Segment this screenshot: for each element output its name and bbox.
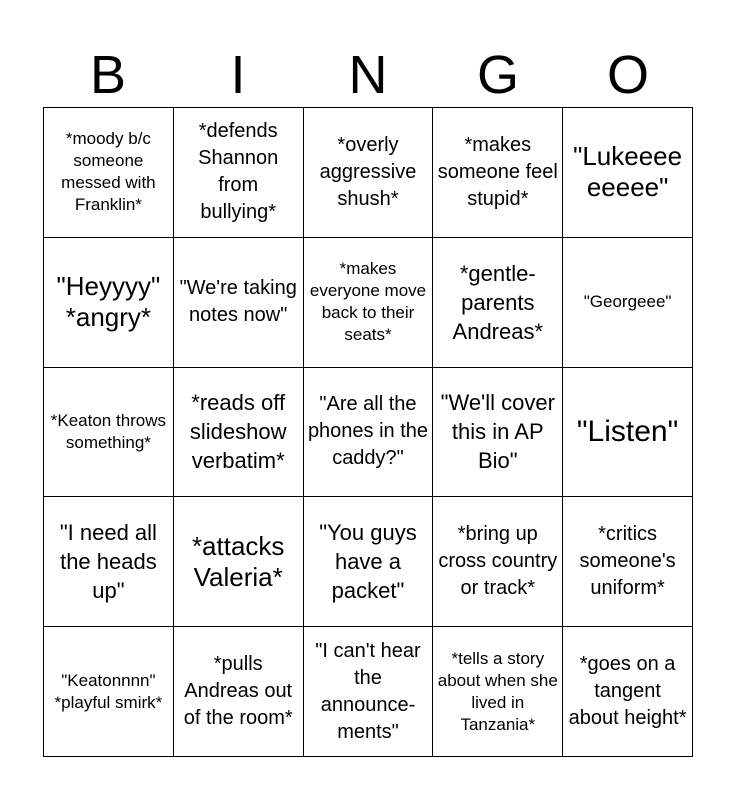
header-letter-b: B	[89, 45, 127, 105]
bingo-cell-text: "You guys have a packet"	[319, 520, 417, 604]
bingo-cell[interactable]	[433, 368, 563, 498]
bingo-cell[interactable]	[433, 238, 563, 368]
bingo-cell[interactable]	[44, 627, 174, 757]
bingo-cell[interactable]	[433, 627, 563, 757]
bingo-cell-text: "Keatonnnn" *playful smirk*	[54, 670, 163, 712]
bingo-cell[interactable]	[304, 108, 434, 238]
bingo-cell[interactable]	[174, 238, 304, 368]
bingo-cell-text: *goes on a tangent about height*	[568, 653, 687, 730]
bingo-cell[interactable]	[174, 497, 304, 627]
header-letter-g: G	[476, 45, 519, 105]
bingo-cell-text: *gentle-parents Andreas*	[452, 260, 544, 344]
header-letter-n: N	[348, 45, 388, 105]
bingo-cell-text: "Listen"	[576, 414, 679, 448]
bingo-cell-text: "Lukeeee eeeee"	[573, 141, 683, 203]
bingo-cell-text: "Georgeee"	[583, 292, 672, 312]
bingo-cell[interactable]	[563, 108, 693, 238]
bingo-cell-text: *bring up cross country or track*	[438, 523, 558, 600]
bingo-cell-text: *moody b/c someone messed with Franklin*	[61, 129, 156, 215]
bingo-cell[interactable]	[174, 368, 304, 498]
bingo-cell[interactable]	[44, 497, 174, 627]
bingo-cell[interactable]	[563, 368, 693, 498]
bingo-cell-text: *critics someone's uniform*	[579, 523, 676, 600]
bingo-cell[interactable]	[563, 238, 693, 368]
bingo-cell[interactable]	[44, 238, 174, 368]
bingo-card-grid	[43, 107, 693, 757]
bingo-cell[interactable]	[433, 108, 563, 238]
bingo-cell[interactable]	[304, 627, 434, 757]
header-letter-i: I	[230, 45, 246, 105]
bingo-cell[interactable]	[304, 497, 434, 627]
bingo-cell-text: "Are all the phones in the caddy?"	[307, 393, 429, 470]
bingo-cell-text: "We'll cover this in AP Bio"	[440, 390, 555, 474]
bingo-cell-text: *Keaton throws something*	[50, 410, 167, 452]
bingo-cell[interactable]	[174, 627, 304, 757]
bingo-cell-text: *overly aggressive shush*	[319, 133, 417, 210]
bingo-cell[interactable]	[44, 108, 174, 238]
bingo-cell-text: *pulls Andreas out of the room*	[183, 653, 293, 730]
bingo-cell[interactable]	[304, 238, 434, 368]
bingo-cell-text: *makes everyone move back to their seats*	[309, 259, 427, 345]
bingo-cell-text: "We're taking notes now"	[179, 277, 297, 327]
bingo-cell-text: *attacks Valeria*	[191, 530, 285, 592]
bingo-cell-text: *tells a story about when she lived in Tanzania*	[437, 648, 558, 734]
bingo-cell[interactable]	[563, 497, 693, 627]
bingo-cell-text: *defends Shannon from bullying*	[198, 120, 279, 224]
bingo-cell[interactable]	[174, 108, 304, 238]
bingo-cell-text: "I can't hear the announce-ments"	[315, 639, 421, 743]
bingo-cell-text: "Heyyyy" *angry*	[56, 271, 161, 333]
bingo-cell[interactable]	[44, 368, 174, 498]
header-letter-o: O	[606, 45, 649, 105]
bingo-cell-text: *reads off slideshow verbatim*	[189, 390, 287, 474]
bingo-cell[interactable]	[433, 497, 563, 627]
bingo-cell-text: "I need all the heads up"	[59, 520, 157, 604]
bingo-header	[43, 44, 693, 106]
bingo-cell-text: *makes someone feel stupid*	[437, 133, 558, 210]
bingo-cell[interactable]	[304, 368, 434, 498]
bingo-cell[interactable]	[563, 627, 693, 757]
